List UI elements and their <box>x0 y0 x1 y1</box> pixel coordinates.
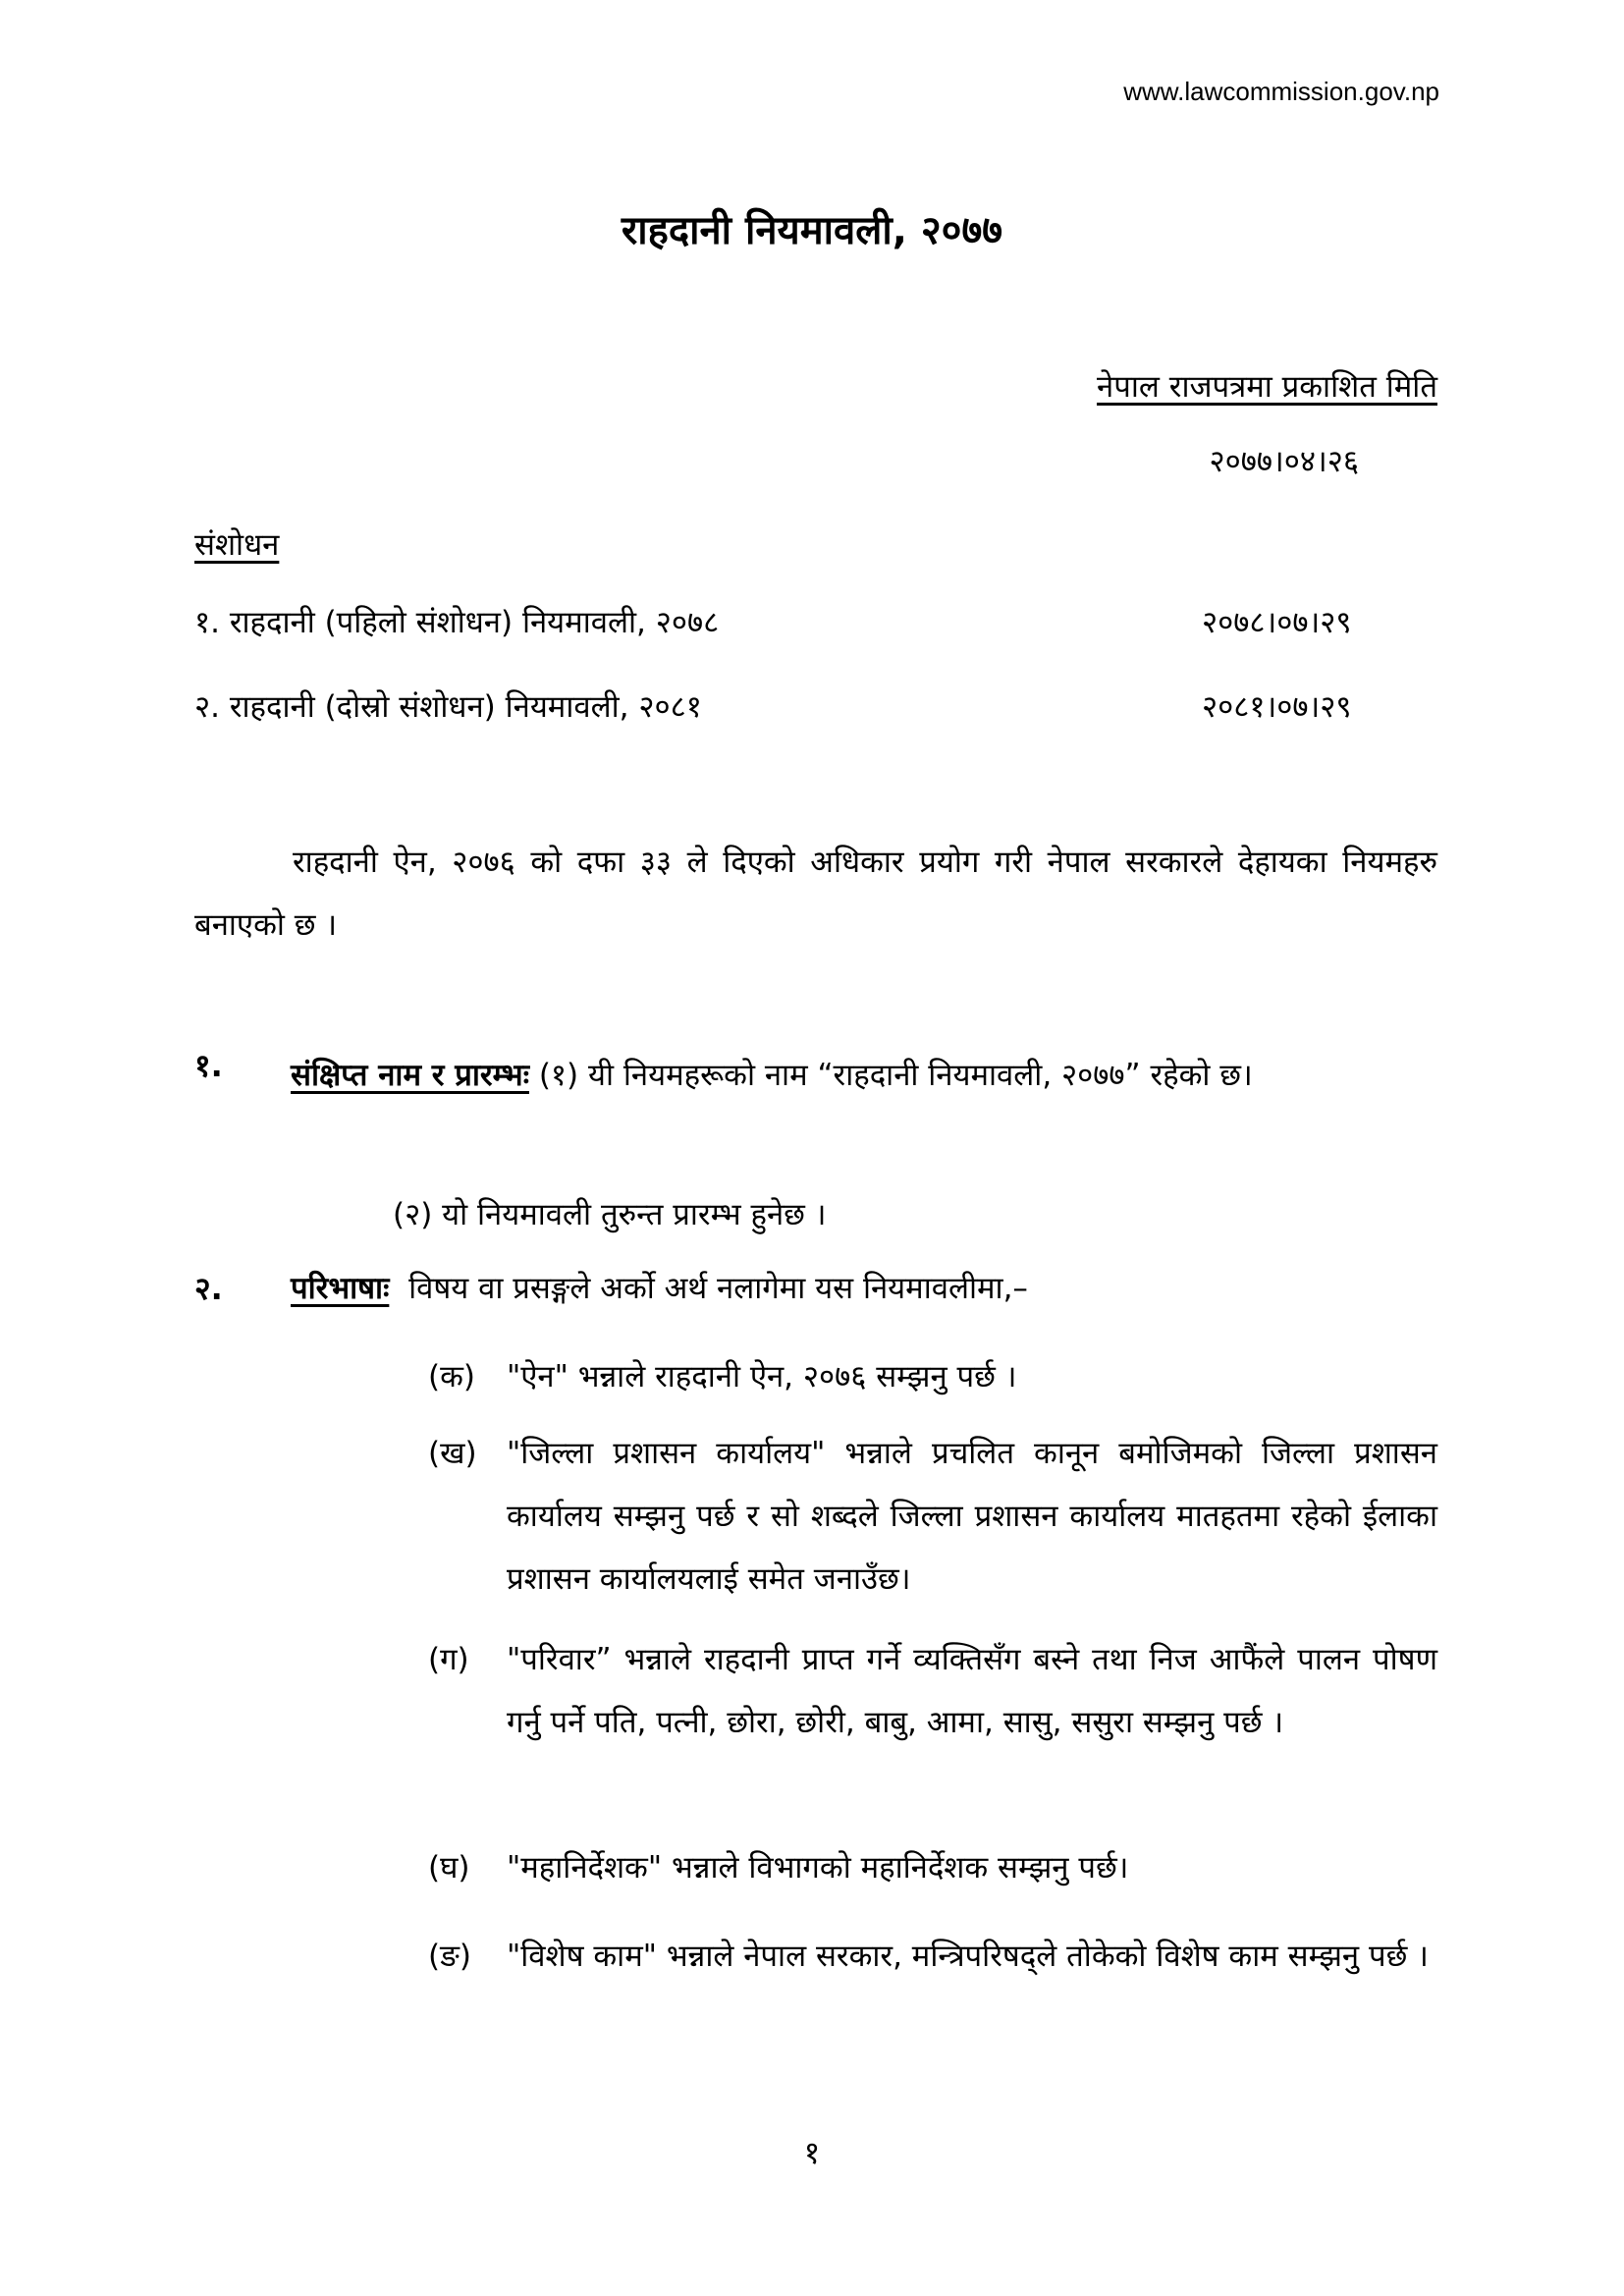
amendments-heading: संशोधन <box>194 527 280 563</box>
rule-2-number: २. <box>194 1270 223 1307</box>
page-number: १ <box>803 2134 821 2171</box>
rule-1-heading: संक्षिप्त नाम र प्रारम्भः <box>291 1058 529 1093</box>
clause-label: (घ) <box>428 1850 470 1886</box>
site-url: www.lawcommission.gov.np <box>1123 77 1439 106</box>
preamble-paragraph: राहदानी ऐन, २०७६ को दफा ३३ ले दिएको अधिकार प्रयोग गरी नेपाल सरकारले देहायका नियमहरु बनाएको छ । <box>194 845 1437 943</box>
clause-text: "विशेष काम" भन्नाले नेपाल सरकार, मन्त्रिपरिषद्ले तोकेको विशेष काम सम्झनु पर्छ । <box>507 1939 1429 1974</box>
rule-1-paragraph <box>291 1044 1437 1107</box>
rule-1-number: १. <box>194 1047 223 1084</box>
amendment-title: २. राहदानी (दोस्रो संशोधन) नियमावली, २०८१ <box>194 689 702 725</box>
clause-label: (ग) <box>428 1642 469 1677</box>
clause-label: (ङ) <box>428 1939 471 1974</box>
definition-clause <box>428 1422 1437 1611</box>
definition-clause <box>428 1836 1437 1899</box>
document-title: राहदानी नियमावली, २०७७ <box>621 208 1003 253</box>
definition-clause <box>428 1925 1437 1988</box>
rule-2-intro: विषय वा प्रसङ्गले अर्को अर्थ नलागेमा यस नियमावलीमा,– <box>408 1271 1028 1306</box>
definition-clause <box>428 1628 1437 1754</box>
gazette-publication-label: नेपाल राजपत्रमा प्रकाशित मिति <box>1097 369 1437 405</box>
amendment-title: १. राहदानी (पहिलो संशोधन) नियमावली, २०७८ <box>194 605 720 640</box>
amendment-row <box>194 685 1437 727</box>
amendment-date: २०७८।०७।२९ <box>1202 605 1352 640</box>
clause-text: "महानिर्देशक" भन्नाले विभागको महानिर्देशक सम्झनु पर्छ। <box>507 1850 1129 1886</box>
rule-2-line <box>291 1267 1028 1308</box>
clause-text: "ऐन" भन्नाले राहदानी ऐन, २०७६ सम्झनु पर्छ । <box>507 1359 1017 1394</box>
clause-label: (क) <box>428 1359 475 1394</box>
amendment-row <box>194 601 1437 642</box>
rule-1-subrule-1: (१) यी नियमहरूको नाम “राहदानी नियमावली, २०७७” रहेको छ। <box>538 1058 1253 1093</box>
definition-clause <box>428 1345 1437 1408</box>
gazette-publication-date: २०७७।०४।२६ <box>1209 444 1359 479</box>
rule-2-heading: परिभाषाः <box>291 1271 390 1306</box>
rule-1-subrule-2: (२) यो नियमावली तुरुन्त प्रारम्भ हुनेछ । <box>393 1197 827 1232</box>
clause-label: (ख) <box>428 1436 477 1471</box>
clause-text: "परिवार” भन्नाले राहदानी प्राप्त गर्ने व्यक्तिसँग बस्ने तथा निज आफैंले पालन पोषण गर्नु पर्ने पति, पत्नी, छोरा, छोरी, बाबु, आमा, सासु, ससुरा सम्झनु पर्छ । <box>507 1642 1437 1740</box>
amendment-date: २०८१।०७।२९ <box>1202 689 1352 725</box>
clause-text: "जिल्ला प्रशासन कार्यालय" भन्नाले प्रचलित कानून बमोजिमको जिल्ला प्रशासन कार्यालय सम्झनु पर्छ र सो शब्दले जिल्ला प्रशासन कार्यालय मातहतमा रहेको ईलाका प्रशासन कार्यालयलाई समेत जनाउँछ। <box>507 1436 1437 1597</box>
